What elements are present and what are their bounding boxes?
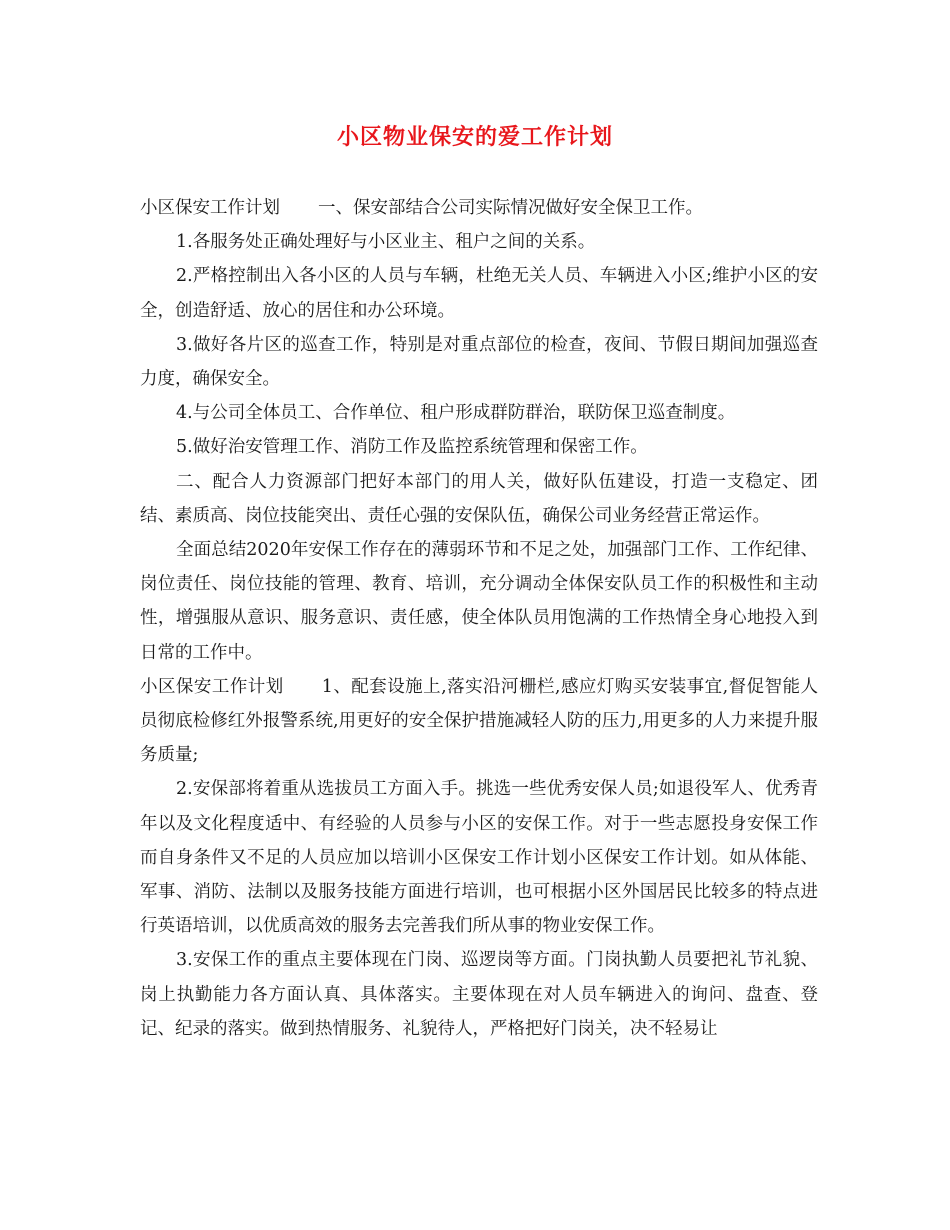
paragraph-3: 2.严格控制出入各小区的人员与车辆，杜绝无关人员、车辆进入小区;维护小区的安全，创造舒适、放心的居住和办公环境。 <box>140 266 818 321</box>
paragraph-11: 3.安保工作的重点主要体现在门岗、巡逻岗等方面。门岗执勤人员要把礼节礼貌、岗上执勤能力各方面认真、具体落实。主要体现在对人员车辆进入的询问、盘查、登记、纪录的落实。做到热情服务、礼貌待人，严格把好门岗关，决不轻易让 <box>140 950 818 1039</box>
paragraph-10: 2.安保部将着重从选拔员工方面入手。挑选一些优秀安保人员;如退役军人、优秀青年以及文化程度适中、有经验的人员参与小区的安保工作。对于一些志愿投身安保工作而自身条件又不足的人员应加以培训小区保安工作计划小区保安工作计划。如从体能、军事、消防、法制以及服务技能方面进行培训，也可根据小区外国居民比较多的特点进行英语培训，以优质高效的服务去完善我们所从事的物业安保工作。 <box>140 779 818 937</box>
paragraph-5: 4.与公司全体员工、合作单位、租户形成群防群治，联防保卫巡查制度。 <box>176 403 736 424</box>
paragraph-7: 二、配合人力资源部门把好本部门的用人关，做好队伍建设，打造一支稳定、团结、素质高、岗位技能突出、责任心强的安保队伍，确保公司业务经营正常运作。 <box>140 471 818 526</box>
paragraph-text: 一、保安部结合公司实际情况做好安全保卫工作。 <box>318 198 703 218</box>
document-body <box>140 191 818 1046</box>
paragraph-8: 全面总结2020年安保工作存在的薄弱环节和不足之处，加强部门工作、工作纪律、岗位责任、岗位技能的管理、教育、培训，充分调动全体保安队员工作的积极性和主动性，增强服从意识、服务意识、责任感，使全体队员用饱满的工作热情全身心地投入到日常的工作中。 <box>140 540 818 663</box>
paragraph-lead: 小区保安工作计划 <box>140 676 284 697</box>
paragraph-lead: 小区保安工作计划 <box>140 198 280 218</box>
paragraph-1 <box>140 191 818 225</box>
document-title: 小区物业保安的爱工作计划 <box>336 124 613 150</box>
paragraph-2: 1.各服务处正确处理好与小区业主、租户之间的关系。 <box>176 232 596 253</box>
paragraph-text: 1、配套设施上,落实沿河栅栏,感应灯购买安装事宜,督促智能人员彻底检修红外报警系统,用更好的安全保护措施减轻人防的压力,用更多的人力来提升服务质量; <box>140 676 818 766</box>
paragraph-4: 3.做好各片区的巡查工作，特别是对重点部位的检查，夜间、节假日期间加强巡查力度，确保安全。 <box>140 334 818 390</box>
paragraph-6: 5.做好治安管理工作、消防工作及监控系统管理和保密工作。 <box>176 437 648 458</box>
paragraph-9 <box>140 670 818 773</box>
